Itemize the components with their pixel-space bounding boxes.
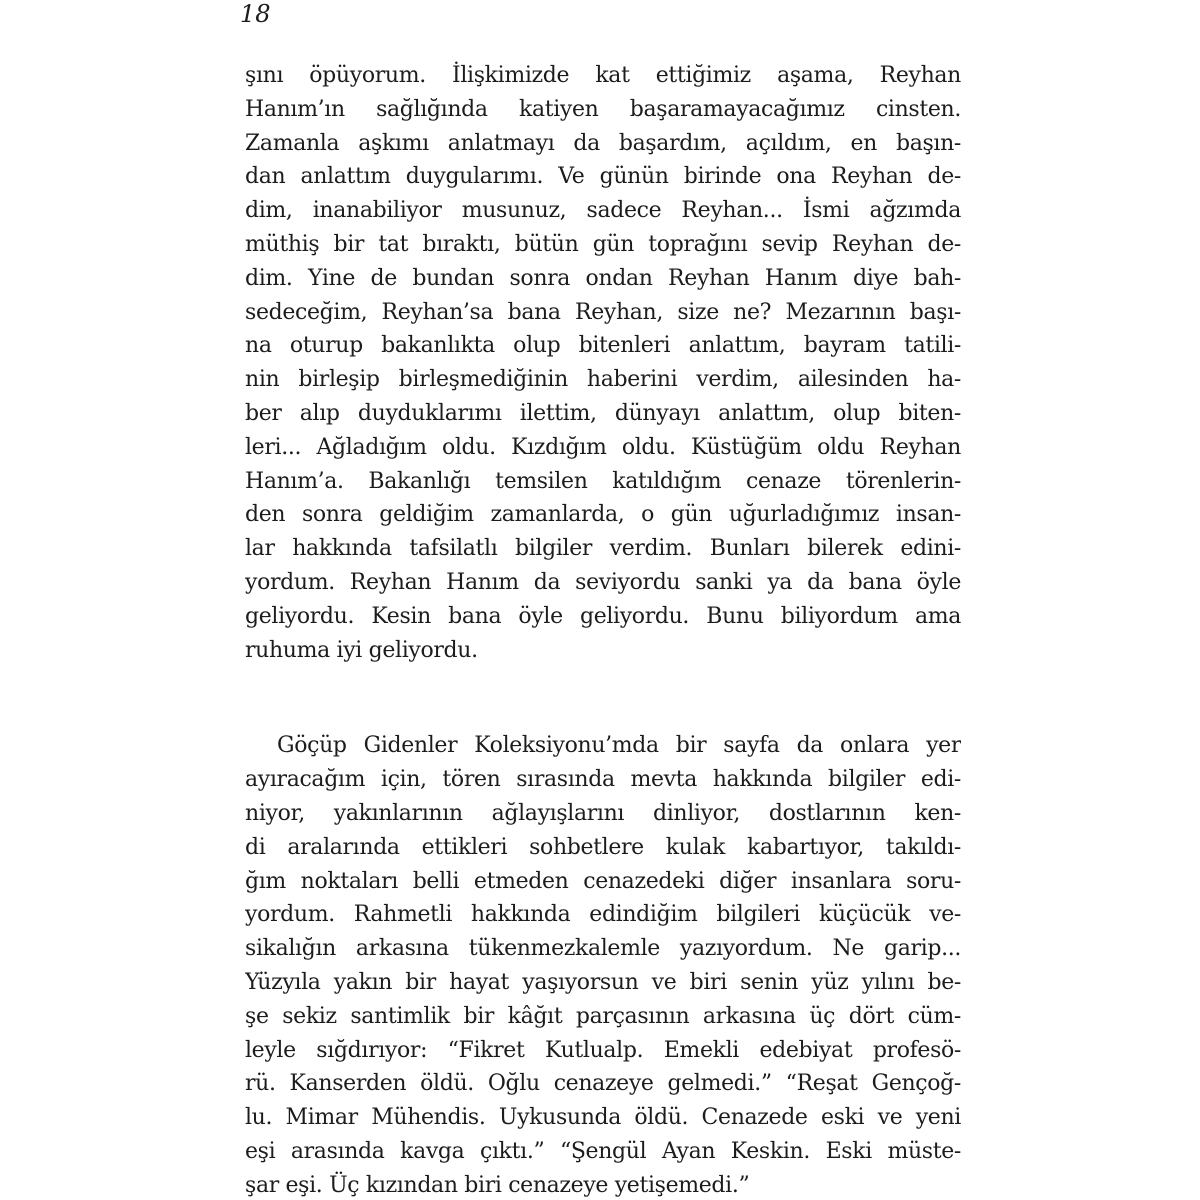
text-line: sedeceğim, Reyhan’sa bana Reyhan, size ne? Mezarının başı- xyxy=(245,299,961,325)
text-line: Göçüp Gidenler Koleksiyonu’mda bir sayfa da onlara yer xyxy=(277,733,961,759)
text-line: leyle sığdırıyor: “Fikret Kutlualp. Emekli edebiyat profesö- xyxy=(245,1037,961,1063)
text-line: di aralarında ettikleri sohbetlere kulak kabartıyor, takıldı- xyxy=(245,834,961,860)
text-line: yordum. Rahmetli hakkında edindiğim bilgileri küçücük ve- xyxy=(245,902,961,928)
text-line: leri... Ağladığım oldu. Kızdığım oldu. Küstüğüm oldu Reyhan xyxy=(245,434,961,460)
text-line: ruhuma iyi geliyordu. xyxy=(245,637,478,663)
text-line: eşi arasında kavga çıktı.” “Şengül Ayan Keskin. Eski müste- xyxy=(245,1138,961,1164)
text-line: dan anlattım duygularımı. Ve günün birinde ona Reyhan de- xyxy=(245,164,961,190)
text-line: Yüzyıla yakın bir hayat yaşıyorsun ve biri senin yüz yılını be- xyxy=(245,969,961,995)
text-line: Zamanla aşkımı anlatmayı da başardım, açıldım, en başın- xyxy=(245,130,961,156)
page-text xyxy=(245,59,961,1200)
text-line: Hanım’ın sağlığında katiyen başaramayacağımız cinsten. xyxy=(245,96,961,122)
text-line: yordum. Reyhan Hanım da seviyordu sanki ya da bana öyle xyxy=(245,569,961,595)
text-line: sikalığın arkasına tükenmezkalemle yazıyordum. Ne garip... xyxy=(245,936,961,962)
text-line: na oturup bakanlıkta olup bitenleri anlattım, bayram tatili- xyxy=(245,333,961,359)
text-line: dim, inanabiliyor musunuz, sadece Reyhan... İsmi ağzımda xyxy=(245,198,961,224)
text-line: lar hakkında tafsilatlı bilgiler verdim. Bunları bilerek edini- xyxy=(245,536,961,562)
text-line: ber alıp duyduklarımı ilettim, dünyayı anlattım, olup biten- xyxy=(245,400,961,426)
text-line: şe sekiz santimlik bir kâğıt parçasının arkasına üç dört cüm- xyxy=(245,1003,961,1029)
text-line: Hanım’a. Bakanlığı temsilen katıldığım cenaze törenlerin- xyxy=(245,468,961,494)
text-line: şar eşi. Üç kızından biri cenazeye yetişemedi.” xyxy=(245,1172,750,1198)
text-line: nin birleşip birleşmediğinin haberini verdim, ailesinden ha- xyxy=(245,367,961,393)
text-line: lu. Mimar Mühendis. Uykusunda öldü. Cenazede eski ve yeni xyxy=(245,1105,961,1131)
text-line: niyor, yakınlarının ağlayışlarını dinliyor, dostlarının ken- xyxy=(245,800,961,826)
text-line: ayıracağım için, tören sırasında mevta hakkında bilgiler edi- xyxy=(245,767,961,793)
page-number: 18 xyxy=(240,0,271,28)
text-line: den sonra geldiğim zamanlarda, o gün uğurladığımız insan- xyxy=(245,502,961,528)
text-line: rü. Kanserden öldü. Oğlu cenazeye gelmedi.” “Reşat Gençoğ- xyxy=(245,1071,961,1097)
text-line: ğım noktaları belli etmeden cenazedeki diğer insanlara soru- xyxy=(245,868,961,894)
text-line: dim. Yine de bundan sonra ondan Reyhan Hanım diye bah- xyxy=(245,265,961,291)
text-line: şını öpüyorum. İlişkimizde kat ettiğimiz aşama, Reyhan xyxy=(245,63,961,88)
paragraph xyxy=(245,59,961,667)
text-line: müthiş bir tat bıraktı, bütün gün toprağını sevip Reyhan de- xyxy=(245,231,961,257)
text-line: geliyordu. Kesin bana öyle geliyordu. Bunu biliyordum ama xyxy=(245,603,961,629)
paragraph xyxy=(245,729,961,1200)
